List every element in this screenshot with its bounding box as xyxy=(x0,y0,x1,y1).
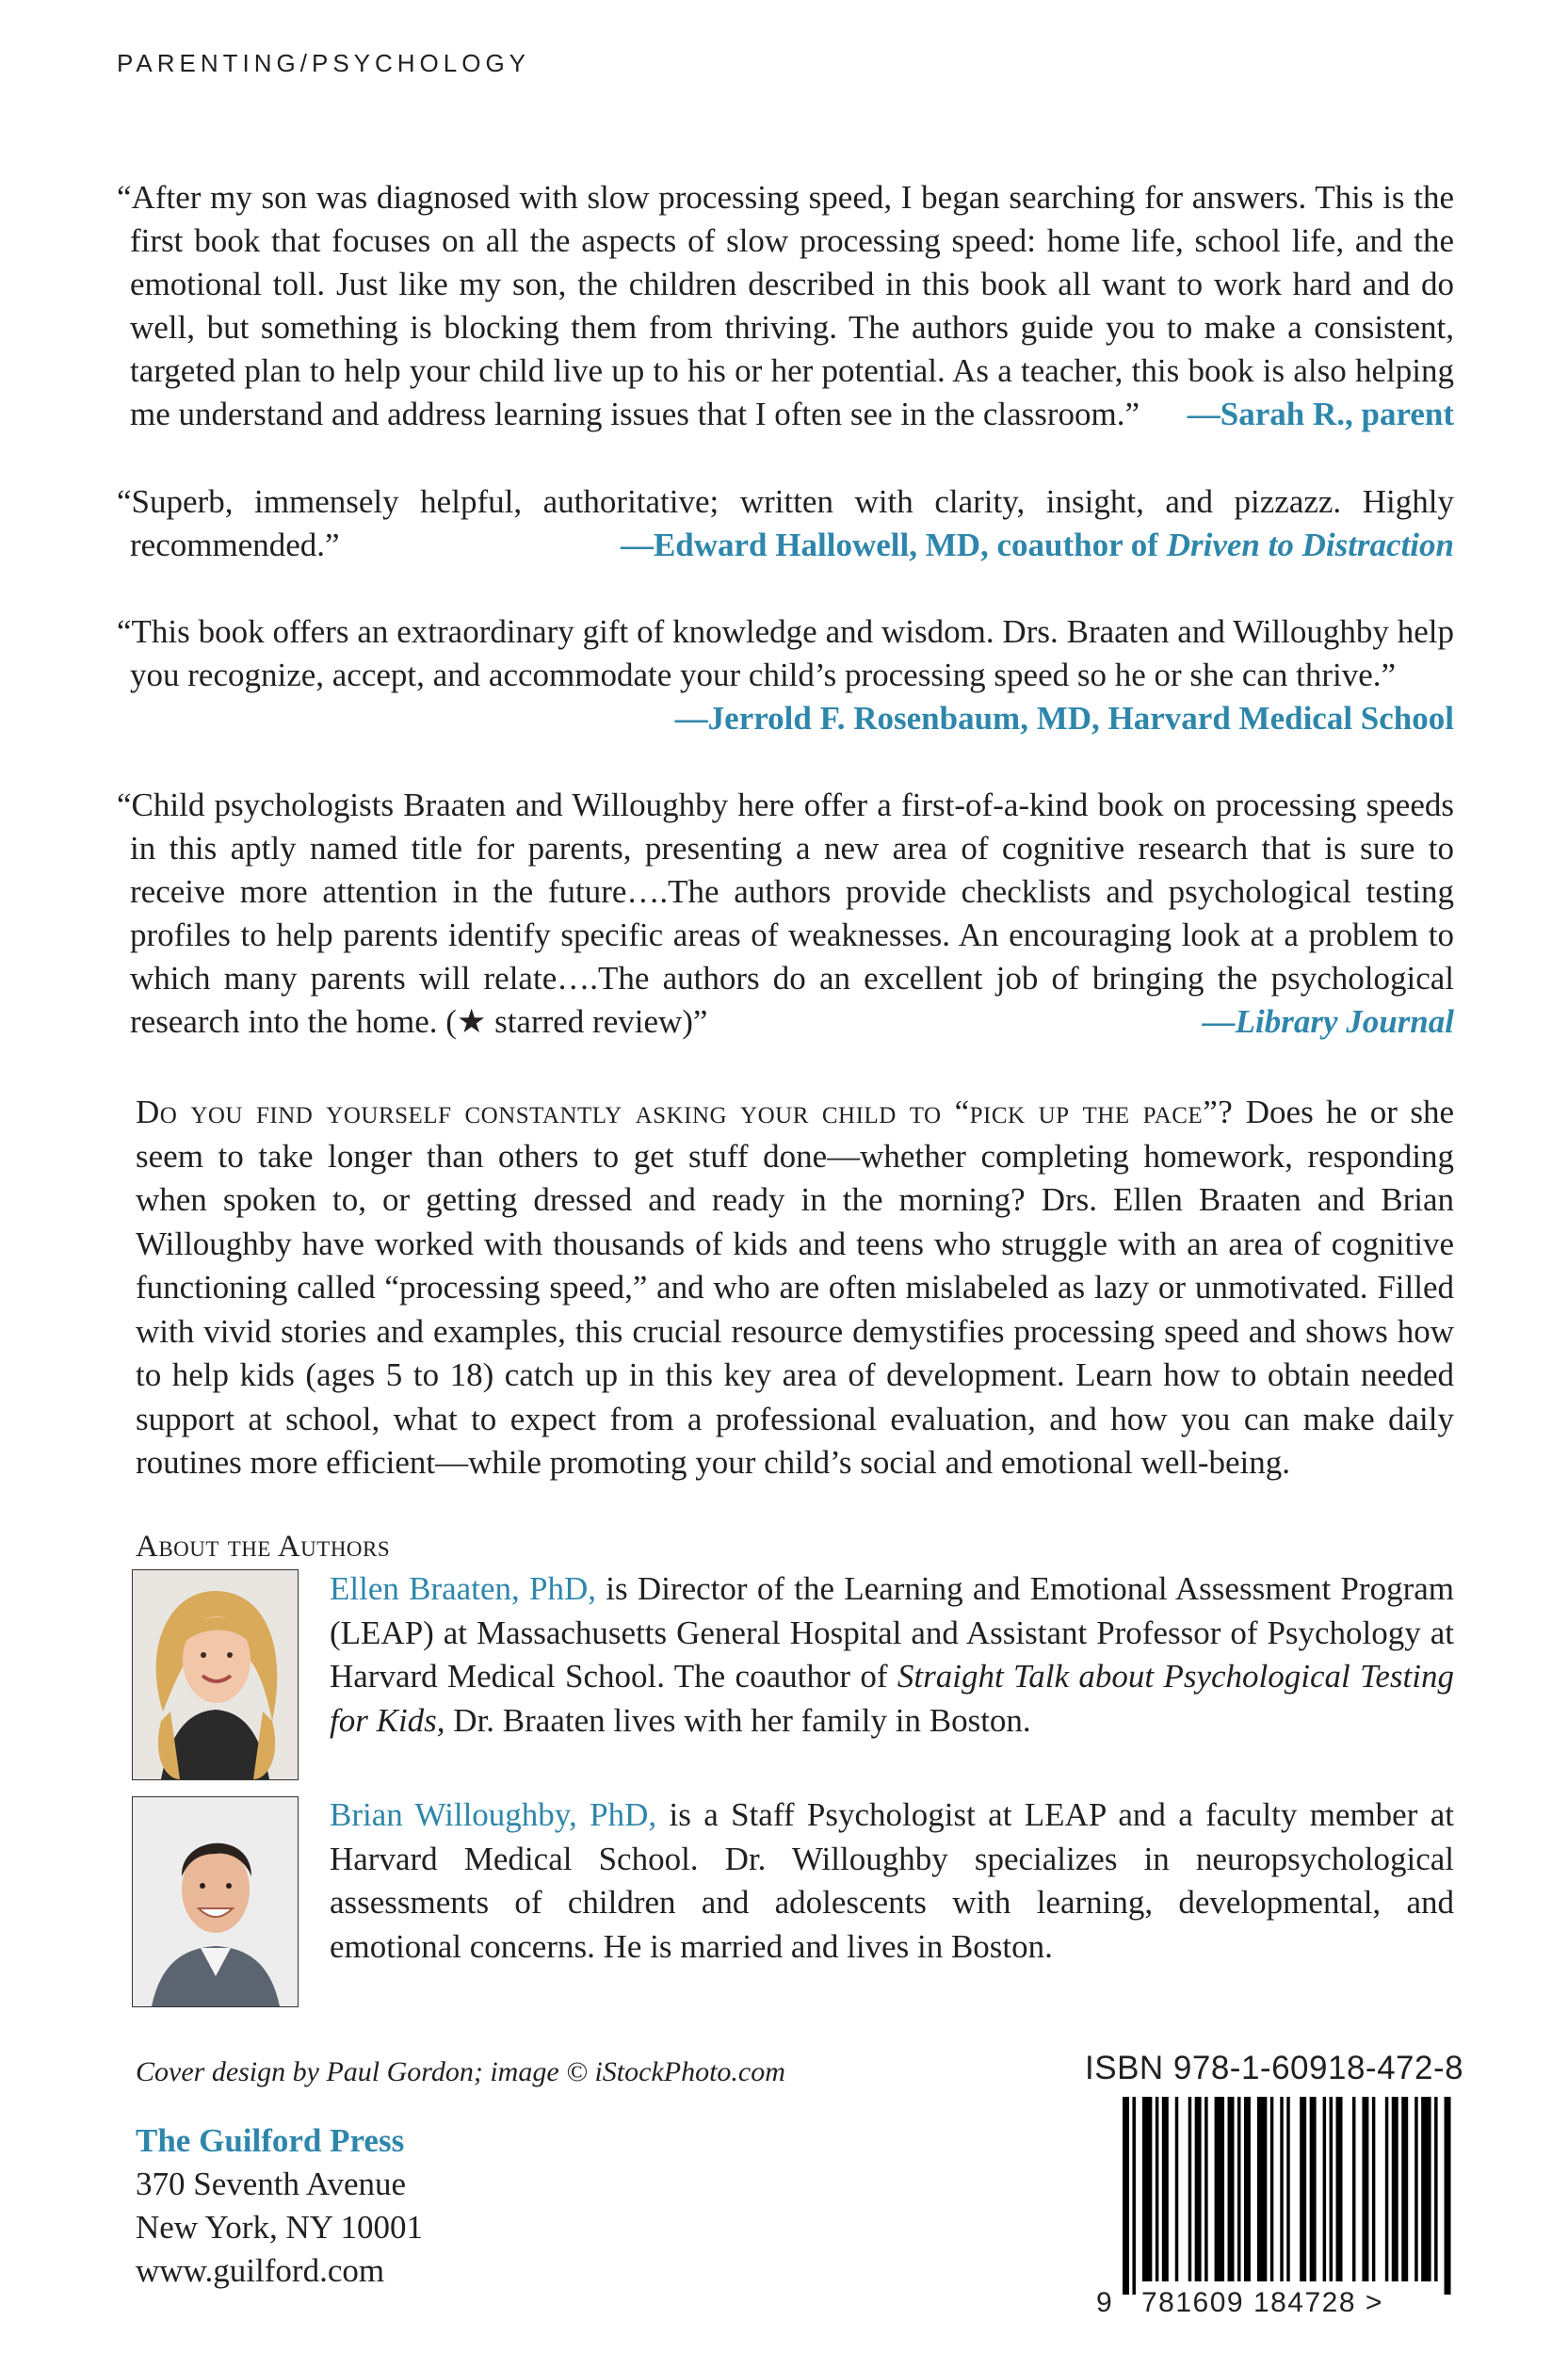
author-photo-brian-willoughby xyxy=(132,1796,299,2007)
publisher-address-line1: 370 Seventh Avenue xyxy=(136,2166,407,2202)
category-label: PARENTING/PSYCHOLOGY xyxy=(117,49,531,77)
barcode-bar xyxy=(1310,2097,1317,2281)
barcode-bar xyxy=(1280,2097,1283,2281)
barcode-bar xyxy=(1204,2097,1207,2281)
review-quote-4 xyxy=(117,784,1454,1044)
publisher-block xyxy=(136,2119,423,2293)
bio-text-b: Dr. Braaten lives with her family in Boston. xyxy=(445,1701,1031,1739)
quote-text: “After my son was diagnosed with slow processing speed, I began searching for answers. This is the first book that focuses on all the aspects of slow processing speed: home life, school life, and the emotional toll. Just like my son, the children described in this book all want to work hard and do well, but something is blocking them from thriving. The authors guide you to make a consistent, targeted plan to help your child live up to his or her potential. As a teacher, this book is also helping me understand and address learning issues that I often see in the classroom.” xyxy=(117,179,1454,432)
publisher-name: The Guilford Press xyxy=(136,2122,405,2159)
barcode-bar xyxy=(1330,2097,1333,2281)
quote-text: “Child psychologists Braaten and Willoughby here offer a first-of-a-kind book on processing speeds in this aptly named title for parents, presenting a new area of cognitive research that is sure to receive more attention in the future….The authors provide checklists and psychological testing profiles to help parents identify specific areas of weaknesses. An encouraging look at a problem to which many parents will relate….The authors do an excellent job of bringing the psychological research into the home. (★ starred review)” xyxy=(117,787,1454,1040)
barcode-bar xyxy=(1434,2097,1437,2281)
barcode-bar xyxy=(1336,2097,1343,2281)
quote-attribution: —Jerrold F. Rosenbaum, MD, Harvard Medical School xyxy=(674,700,1454,737)
quote-text: “Superb, immensely helpful, authoritative; written with clarity, insight, and pizzazz. Highly recommended.” xyxy=(117,483,1454,563)
barcode-bar xyxy=(1352,2097,1355,2281)
barcode-bar xyxy=(1142,2097,1152,2281)
attribution-name: —Edward Hallowell, MD, coauthor of xyxy=(620,527,1158,563)
barcode-bar xyxy=(1270,2097,1273,2281)
barcode-bar xyxy=(1421,2097,1431,2281)
barcode-bar xyxy=(1188,2097,1191,2281)
barcode-bar xyxy=(1257,2097,1267,2281)
book-description xyxy=(136,1091,1454,1485)
barcode-bar xyxy=(1286,2097,1289,2281)
barcode-bar xyxy=(1162,2097,1169,2281)
author-bio-ellen-braaten xyxy=(330,1567,1454,1743)
quote-attribution: —Sarah R., parent xyxy=(1187,396,1454,432)
barcode-bar xyxy=(1215,2097,1224,2281)
review-quote-3 xyxy=(117,610,1454,740)
portrait-man-image xyxy=(133,1797,298,2006)
author-name: Ellen Braaten, PhD, xyxy=(330,1570,597,1607)
barcode-bar xyxy=(1156,2097,1158,2281)
author-bio-brian-willoughby xyxy=(330,1793,1454,1969)
barcode-bar xyxy=(1300,2097,1306,2281)
publisher-website: www.guilford.com xyxy=(136,2252,385,2289)
publisher-address-line2: New York, NY 10001 xyxy=(136,2209,423,2246)
attribution-book-title: Driven to Distraction xyxy=(1166,527,1454,563)
barcode-bar xyxy=(1445,2097,1451,2295)
barcode-bar xyxy=(1385,2097,1388,2281)
barcode-bar xyxy=(1392,2097,1398,2281)
isbn-barcode xyxy=(1123,2097,1454,2295)
barcode-bar xyxy=(1195,2097,1202,2281)
bio-text-a: is Director of the Learning and Emotional Assessment Program (LEAP) at Massachusetts General Hospital and Assistant Professor of Psychology at Harvard Medical School. The coauthor of xyxy=(330,1570,1455,1695)
author-name: Brian Willoughby, PhD, xyxy=(330,1796,657,1833)
barcode-bar xyxy=(1244,2097,1251,2281)
quote-attribution xyxy=(620,524,1454,567)
barcode-bar xyxy=(1372,2097,1375,2281)
barcode-digits: 781609 184728 > xyxy=(1141,2287,1383,2318)
barcode-bar xyxy=(1228,2097,1235,2281)
author-photo-ellen-braaten xyxy=(132,1569,299,1780)
barcode-bar xyxy=(1237,2097,1240,2281)
isbn-label: ISBN 978-1-60918-472-8 xyxy=(1085,2050,1464,2086)
cover-credit: Cover design by Paul Gordon; image © iStockPhoto.com xyxy=(136,2056,785,2087)
bio-book-title: Straight Talk about Psychological Testing for Kids, xyxy=(330,1658,1454,1739)
barcode-first-digit: 9 xyxy=(1096,2287,1112,2318)
barcode-bar xyxy=(1175,2097,1178,2281)
review-quote-1 xyxy=(117,176,1454,436)
about-authors-heading: About the Authors xyxy=(136,1530,391,1564)
barcode-bar xyxy=(1132,2097,1135,2295)
barcode-bar xyxy=(1401,2097,1408,2281)
barcode-bar xyxy=(1323,2097,1326,2281)
barcode-bar xyxy=(1123,2097,1129,2295)
description-lead: Do you find yourself constantly asking your child to “pick up the pace”? xyxy=(136,1094,1234,1130)
quote-attribution: —Library Journal xyxy=(1202,1003,1454,1040)
description-body: Does he or she seem to take longer than others to get stuff done—whether completing homework, responding when spoken to, or getting dressed and ready in the morning? Drs. Ellen Braaten and Brian Willoughby have worked with thousands of kids and teens who struggle with an area of cognitive functioning called “processing speed,” and who are often mislabeled as lazy or unmotivated. Filled with vivid stories and examples, this crucial resource demystifies processing speed and shows how to help kids (ages 5 to 18) catch up in this key area of development. Learn how to obtain needed support at school, what to expect from a professional evaluation, and how you can make daily routines more efficient—while promoting your child’s social and emotional well-being. xyxy=(136,1094,1455,1481)
review-quote-2 xyxy=(117,480,1454,567)
barcode-bar xyxy=(1414,2097,1417,2281)
quote-text: “This book offers an extraordinary gift of knowledge and wisdom. Drs. Braaten and Willoughby help you recognize, accept, and accommodate your child’s processing speed so he or she can thrive.” xyxy=(117,613,1454,693)
barcode-bar xyxy=(1362,2097,1368,2281)
bio-text-a: is a Staff Psychologist at LEAP and a faculty member at Harvard Medical School. Dr. Willoughby specializes in neuropsychological assessments of children and adolescents with learning, developmental, and emotional concerns. He is married and lives in Boston. xyxy=(330,1796,1454,1965)
portrait-woman-image xyxy=(133,1570,298,1779)
